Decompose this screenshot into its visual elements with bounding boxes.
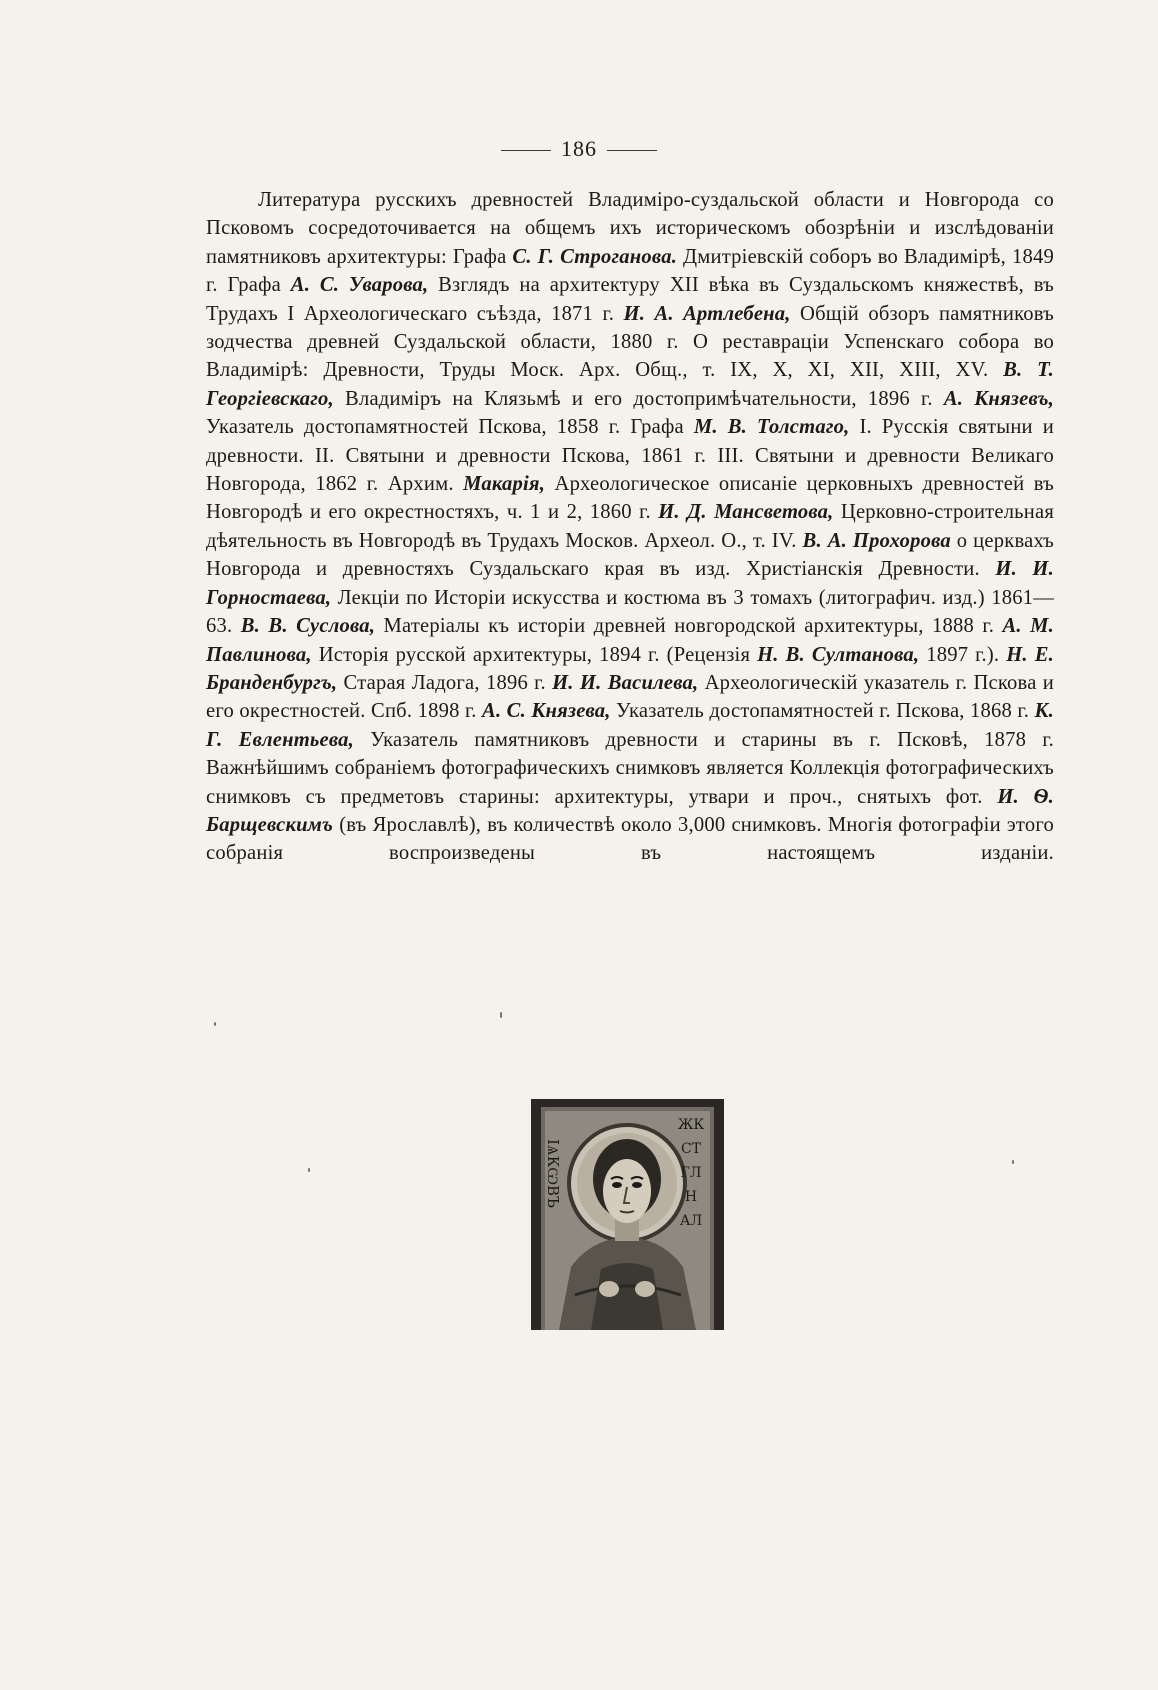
text-run: I. Русскія святыни и древности. II. Святыни и древности Пскова, 1861 г. III. Святыни и древности Великаго Новгорода, 1862 г. Архим. [206,416,1054,496]
paper-speck [500,1012,502,1018]
author-name: В. А. Прохорова [802,529,951,552]
saint-icon-image [531,1099,724,1330]
text-run: Лекціи по Исторіи искусства и костюма въ 3 томахъ (литографич. изд.) 1861—63. [206,586,1054,638]
paper-speck [1012,1160,1014,1164]
icon-inscription-right-4: Н [684,1189,698,1205]
icon-inscription-right-1: ЖК [677,1117,705,1133]
text-run: Владиміръ на Клязьмѣ и его достопримѣчательности, 1896 г. [333,387,944,410]
author-name: И. И. Василева, [552,671,699,694]
author-name: А. С. Уварова, [290,274,429,297]
author-name: Н. В. Султанова, [757,643,920,666]
icon-illustration [531,1099,724,1330]
text-run: Взглядъ на архитектуру XII вѣка въ Суздальскомъ княжествѣ, въ Трудахъ I Археологическаго съѣзда, 1871 г. [206,274,1054,325]
text-run: Общій обзоръ памятниковъ зодчества древней Суздальской области, 1880 г. О реставраціи Успенскаго собора во Владимірѣ: Древности, Труды Моск. Арх. Общ., т. IX, X, XI, XII, XIII, XV. [206,302,1054,382]
text-run: Исторія русской архитектуры, 1894 г. (Рецензія [311,643,758,666]
paper-speck [214,1022,216,1026]
text-run: Археологическое описаніе церковныхъ древностей въ Новгородѣ и его окрестностяхъ, ч. 1 и 2, 1860 г. [206,473,1055,524]
author-name: А. М. Павлинова, [206,615,1054,666]
text-run: 1897 г.). [919,643,1007,666]
text-run: Указатель достопамятностей г. Пскова, 1868 г. [610,700,1035,723]
author-name: В. В. Суслова, [240,615,376,638]
icon-inscription-right-5: АЛ [679,1213,703,1229]
icon-inscription-right-3: ГЛ [680,1165,702,1181]
text-run: Археологическій указатель г. Пскова и его окрестностей. Спб. 1898 г. [206,671,1054,723]
author-name: В. Т. Георгіевскаго, [206,359,1054,410]
paper-speck [308,1168,310,1172]
author-name: А. Князевъ, [943,387,1054,410]
author-name: С. Г. Строганова. [512,245,678,268]
page-number: 186 [561,136,597,161]
author-name: К. Г. Евлентьева, [206,700,1054,751]
text-run: Старая Ладога, 1896 г. [337,671,553,694]
text-run: Указатель достопамятностей Пскова, 1858 г. Графа [206,416,694,439]
text-run: Указатель памятниковъ древности и старины въ г. Псковѣ, 1878 г. Важнѣйшимъ собраніемъ фотографическихъ снимковъ является Коллекція фотографическихъ снимковъ съ предметовъ старины: архитектуры, утвари и проч., снятыхъ фот. [206,728,1054,808]
literature-paragraph [206,186,1054,868]
text-run: Дмитріевскій соборъ во Владимірѣ, 1849 г. Графа [206,245,1054,297]
page-header [0,136,1158,162]
header-rule-left [501,150,551,151]
author-name: Н. Е. Бранденбургъ, [206,643,1054,694]
body-text [206,186,1054,868]
text-run: Церковно-строительная дѣятельность въ Новгородѣ въ Трудахъ Москов. Археол. О., т. IV. [206,501,1055,552]
icon-inscription-right-2: СТ [680,1141,702,1157]
text-run: Матеріалы къ исторіи древней новгородской архитектуры, 1888 г. [375,615,1003,638]
text-run: Литература русскихъ древностей Владиміро-суздальской области и Новгорода со Псковомъ сосредоточивается на общемъ ихъ историческомъ обозрѣніи и изслѣдованіи памятниковъ архитектуры: Графа [206,189,1054,268]
author-name: И. А. Артлебена, [623,302,791,325]
text-run: (въ Ярославлѣ), въ количествѣ около 3,000 снимковъ. Многія фотографіи этого собранія воспроизведены въ настоящемъ изданіи. [206,813,1054,865]
icon-inscription-left: ІѦКѠВЪ [544,1139,562,1208]
author-name: М. В. Толстаго, [693,416,850,439]
author-name: И. Д. Мансветова, [658,501,834,524]
header-rule-right [607,150,657,151]
author-name: И. И. Горностаева, [206,558,1055,609]
author-name: И. Ѳ. Барщевскимъ [206,785,1054,836]
text-run: о церквахъ Новгорода и древностяхъ Суздальскаго края въ изд. Христіанскія Древности. [206,529,1054,581]
author-name: А. С. Князева, [482,700,611,723]
author-name: Макарія, [463,473,546,496]
